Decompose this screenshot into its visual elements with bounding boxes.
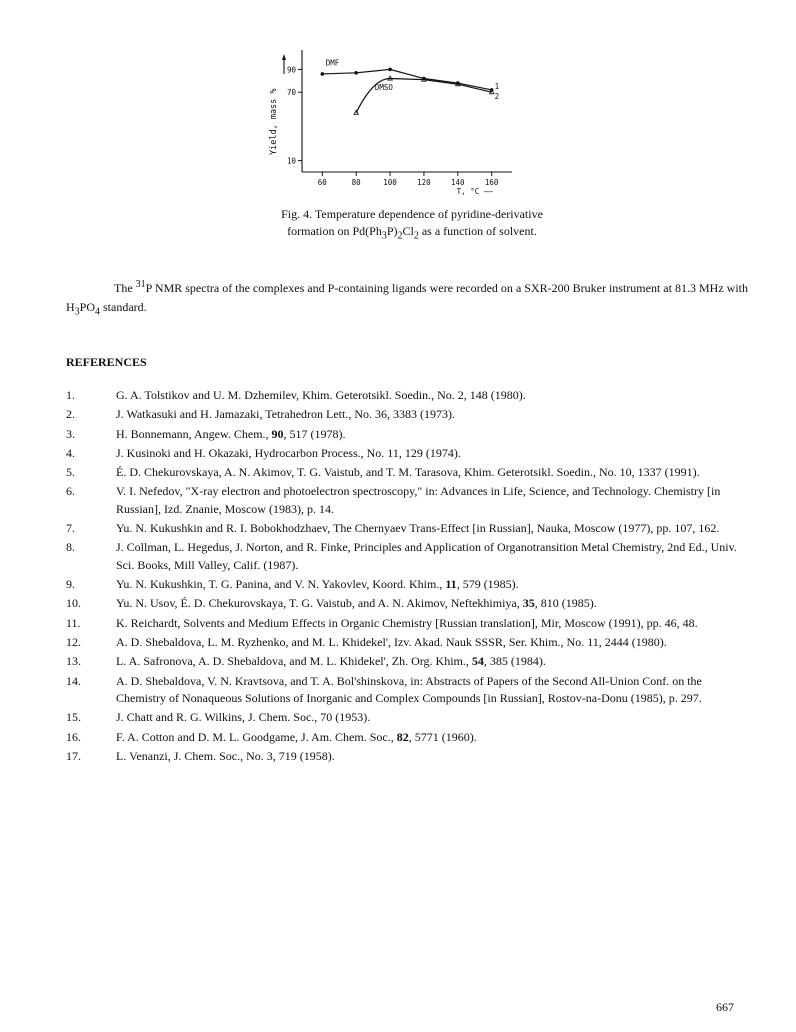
reference-text: L. Venanzi, J. Chem. Soc., No. 3, 719 (1958). xyxy=(116,748,335,763)
reference-text: F. A. Cotton and D. M. L. Goodgame, J. Am. Chem. Soc., 82, 5771 (1960). xyxy=(116,729,477,744)
reference-number: 1. xyxy=(66,388,75,402)
reference-item xyxy=(66,539,750,574)
x-axis-label: T, °C —— xyxy=(456,187,493,196)
reference-number: 9. xyxy=(66,577,75,592)
x-tick-label: 160 xyxy=(484,178,499,187)
references-heading: REFERENCES xyxy=(66,355,147,369)
reference-item xyxy=(66,634,750,651)
y-tick-label: 10 xyxy=(286,156,296,166)
series-name-dmso: DMSO xyxy=(374,82,393,92)
reference-item xyxy=(66,520,750,537)
reference-number: 16. xyxy=(66,729,81,744)
y-tick-label: 70 xyxy=(286,88,296,98)
series-name-dmf: DMF xyxy=(325,58,340,68)
series-point-dmf xyxy=(354,71,358,75)
figure-4-chart xyxy=(262,40,522,200)
y-axis-label: Yield, mass % xyxy=(269,88,279,155)
reference-number: 13. xyxy=(66,654,81,669)
reference-text: J. Kusinoki and H. Okazaki, Hydrocarbon Process., No. 11, 129 (1974). xyxy=(116,445,461,460)
reference-text: Yu. N. Kukushkin, T. G. Panina, and V. N. Yakovlev, Koord. Khim., 11, 579 (1985). xyxy=(116,577,519,592)
reference-number: 4. xyxy=(66,445,75,460)
reference-text: Yu. N. Kukushkin and R. I. Bobokhodzhaev, The Chernyaev Trans-Effect [in Russian], Nauka, Moscow (1977), pp. 107, 162. xyxy=(116,521,720,536)
reference-item xyxy=(66,673,750,708)
reference-item xyxy=(66,387,750,404)
reference-number: 6. xyxy=(66,484,75,499)
reference-list xyxy=(66,387,750,767)
reference-item xyxy=(66,595,750,612)
reference-item xyxy=(66,483,750,518)
reference-text: K. Reichardt, Solvents and Medium Effects in Organic Chemistry [Russian translation], Mir, Moscow (1991), pp. 46, 48. xyxy=(116,615,698,630)
reference-item xyxy=(66,464,750,481)
reference-item xyxy=(66,426,750,443)
reference-item xyxy=(66,653,750,670)
reference-number: 15. xyxy=(66,710,81,725)
series-point-dmf xyxy=(321,72,325,76)
y-axis-arrowhead xyxy=(282,54,286,60)
reference-text: A. D. Shebaldova, V. N. Kravtsova, and T. A. Bol'shinskova, in: Abstracts of Papers of the Second All-Union Conf. on the Chemistry of Nonaqueous Solutions of Inorganic and Complex Compounds [in Russian], Rostov-na-Donu (1985), p. 297. xyxy=(116,673,702,706)
reference-text: É. D. Chekurovskaya, A. N. Akimov, T. G. Vaistub, and T. M. Tarasova, Khim. Geterotsikl. Soedin., No. 10, 1337 (1991). xyxy=(116,465,700,480)
reference-item xyxy=(66,748,750,765)
reference-number: 10. xyxy=(66,596,81,611)
reference-item xyxy=(66,615,750,632)
reference-number: 11. xyxy=(66,615,81,630)
reference-item xyxy=(66,406,750,423)
series-number-2: 2 xyxy=(494,92,500,102)
figure-caption: Fig. 4. Temperature dependence of pyridine-derivative formation on $Pd(Ph_3P)_2Cl_2$ as a function of solvent. xyxy=(281,207,543,242)
reference-number: 5. xyxy=(66,465,75,480)
reference-item xyxy=(66,729,750,746)
reference-number: 2. xyxy=(66,407,75,422)
reference-text: L. A. Safronova, A. D. Shebaldova, and M. L. Khidekel', Zh. Org. Khim., 54, 385 (1984). xyxy=(116,654,546,669)
y-tick-label: 90 xyxy=(286,65,296,75)
reference-text: V. I. Nefedov, "X-ray electron and photoelectron spectroscopy," in: Advances in Life, Science, and Technology. Chemistry [in Russian], Izd. Znanie, Moscow (1983), p. 14. xyxy=(116,484,721,516)
reference-number: 14. xyxy=(66,673,81,688)
x-tick-label: 60 xyxy=(317,178,327,187)
reference-number: 7. xyxy=(66,521,75,536)
reference-text: A. D. Shebaldova, L. M. Ryzhenko, and M. L. Khidekel', Izv. Akad. Nauk SSSR, Ser. Khim., No. 11, 2444 (1980). xyxy=(116,635,667,650)
reference-number: 12. xyxy=(66,635,81,650)
reference-text: J. Watkasuki and H. Jamazaki, Tetrahedron Lett., No. 36, 3383 (1973). xyxy=(116,407,456,422)
page-number: 667 xyxy=(716,1000,734,1014)
reference-text: H. Bonnemann, Angew. Chem., 90, 517 (1978). xyxy=(116,426,346,441)
chart-svg xyxy=(262,40,522,200)
reference-item xyxy=(66,576,750,593)
reference-number: 3. xyxy=(66,426,75,441)
x-tick-label: 100 xyxy=(383,178,397,187)
reference-text: J. Chatt and R. G. Wilkins, J. Chem. Soc., 70 (1953). xyxy=(116,710,371,725)
x-tick-label: 140 xyxy=(451,178,465,187)
series-number-1: 1 xyxy=(494,81,500,91)
reference-item xyxy=(66,709,750,726)
x-tick-label: 80 xyxy=(351,178,361,187)
reference-number: 8. xyxy=(66,540,75,555)
reference-text: J. Collman, L. Hegedus, J. Norton, and R. Finke, Principles and Application of Organotransition Metal Chemistry, 2nd Ed., Univ. Sci. Books, Mill Valley, Calif. (1987). xyxy=(116,540,737,572)
reference-text: Yu. N. Usov, É. D. Chekurovskaya, T. G. Vaistub, and A. N. Akimov, Neftekhimiya, 35, 810 (1985). xyxy=(116,596,597,611)
body-paragraph: The $^{31}$P NMR spectra of the complexes and P-containing ligands were recorded on a SXR-200 Bruker instrument at 81.3 MHz with $H_3PO_4$ standard. xyxy=(66,279,749,318)
series-point-dmf xyxy=(388,68,392,72)
x-tick-label: 120 xyxy=(417,178,431,187)
reference-text: G. A. Tolstikov and U. M. Dzhemilev, Khim. Geterotsikl. Soedin., No. 2, 148 (1980). xyxy=(116,388,526,402)
reference-number: 17. xyxy=(66,748,81,763)
reference-item xyxy=(66,445,750,462)
